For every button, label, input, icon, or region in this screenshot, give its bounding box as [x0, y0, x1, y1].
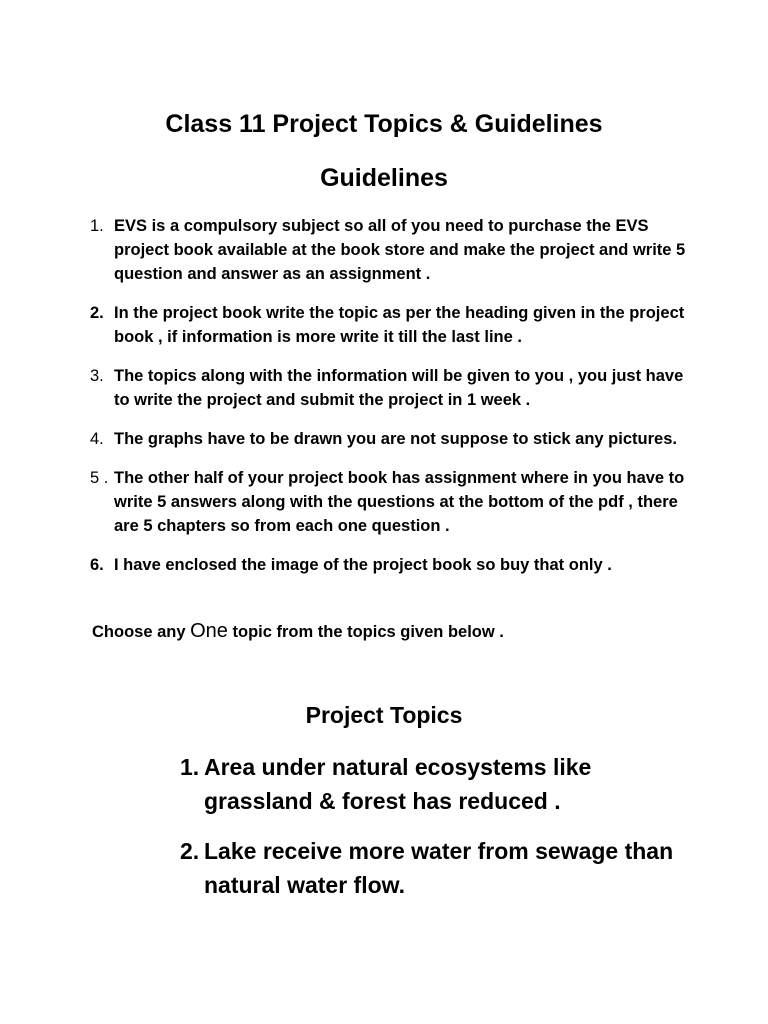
- guideline-number: 6.: [90, 556, 104, 574]
- choose-text-after: topic from the topics given below .: [227, 623, 504, 641]
- guideline-text: The topics along with the information will be given to you , you just have to write the project and submit the project in 1 week .: [114, 367, 684, 409]
- guideline-number: 3.: [90, 367, 104, 385]
- topic-item: [180, 750, 680, 818]
- topic-number: 1.: [180, 754, 200, 780]
- topic-number: 2.: [180, 838, 200, 864]
- topic-text: Area under natural ecosystems like grassland & forest has reduced .: [204, 754, 592, 814]
- guidelines-heading: Guidelines: [320, 164, 448, 192]
- guideline-text: The graphs have to be drawn you are not suppose to stick any pictures.: [114, 430, 677, 448]
- topic-item: [180, 834, 680, 902]
- guideline-item: [90, 466, 690, 538]
- guideline-item: [90, 553, 690, 577]
- guideline-text: EVS is a compulsory subject so all of you need to purchase the EVS project book available at the book store and make the project and write 5 question and answer as an assignment .: [114, 217, 686, 283]
- guidelines-list: [90, 214, 690, 592]
- guideline-text: I have enclosed the image of the project book so buy that only .: [114, 556, 612, 574]
- page-title: Class 11 Project Topics & Guidelines: [165, 110, 603, 138]
- guideline-text: The other half of your project book has assignment where in you have to write 5 answers along with the questions at the bottom of the pdf , there are 5 chapters so from each one question .: [114, 469, 685, 535]
- choose-emphasis: One: [190, 620, 228, 642]
- topics-list: [180, 750, 680, 918]
- guideline-text: In the project book write the topic as per the heading given in the project book , if information is more write it till the last line .: [114, 304, 685, 346]
- choose-instruction: [92, 620, 504, 643]
- guideline-item: [90, 214, 690, 286]
- topics-heading: Project Topics: [305, 702, 463, 728]
- guideline-number: 4.: [90, 430, 104, 448]
- guideline-number: 5 .: [90, 469, 109, 487]
- guideline-number: 1.: [90, 217, 104, 235]
- guideline-number: 2.: [90, 304, 104, 322]
- guideline-item: [90, 364, 690, 412]
- choose-text-before: Choose any: [92, 623, 191, 641]
- topic-text: Lake receive more water from sewage than natural water flow.: [204, 838, 674, 898]
- guideline-item: [90, 427, 690, 451]
- guideline-item: [90, 301, 690, 349]
